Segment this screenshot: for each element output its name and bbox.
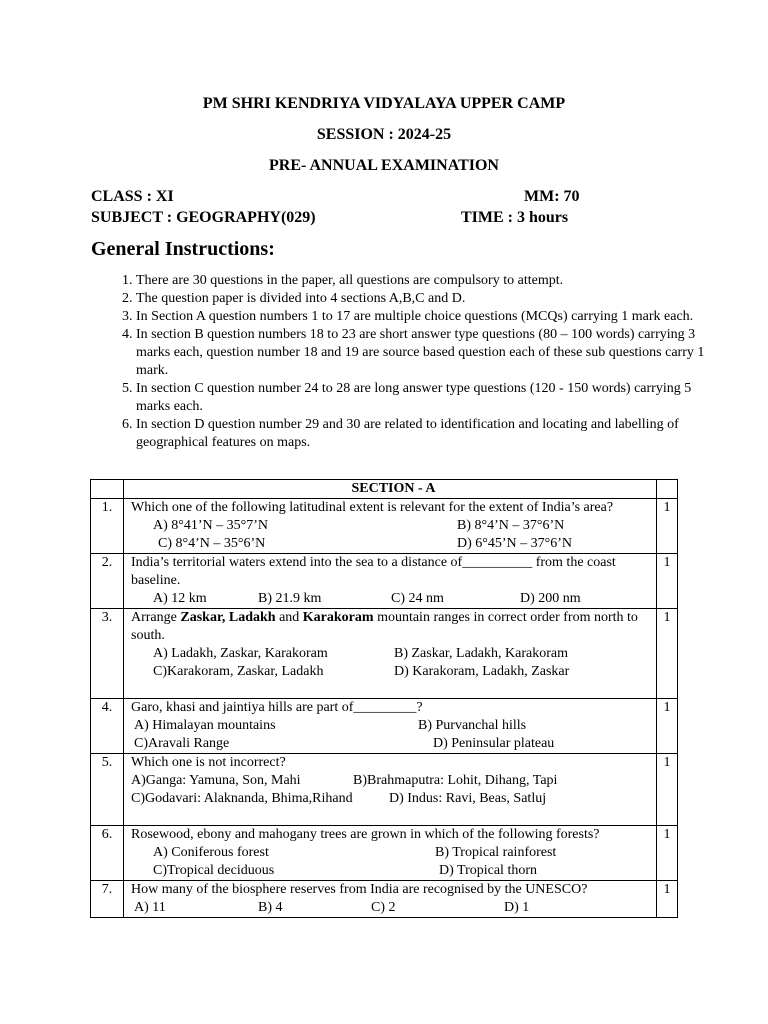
question-number: 7. [91,881,124,918]
option: D) 200 nm [520,591,581,606]
question-text: Rosewood, ebony and mahogany trees are grown in which of the following forests? [131,827,600,842]
question-text: India’s territorial waters extend into the sea to a distance of__________ from the coast baseline. [131,555,616,588]
table-row [91,826,678,881]
option: D) Karakoram, Ladakh, Zaskar [394,664,570,679]
question-marks: 1 [657,881,678,918]
option: A) 8°41’N – 35°7’N [153,518,269,533]
instructions-title: General Instructions: [91,238,275,260]
instruction-item: 3. In Section A question numbers 1 to 17 are multiple choice questions (MCQs) carrying 1 mark each. [136,308,726,326]
table-row [91,881,678,918]
option: B) 4 [258,900,283,915]
option: D) Peninsular plateau [433,736,555,751]
max-marks: MM: 70 [524,188,580,205]
questions-table [90,479,678,918]
section-heading: SECTION - A [351,481,436,496]
option: D) 6°45’N – 37°6’N [457,536,573,551]
question-text: Arrange Zaskar, Ladakh and Karakoram mountain ranges in correct order from north to south. [131,610,638,643]
option: A) 12 km [153,591,207,606]
question-text: Which one is not incorrect? [131,755,286,770]
table-row [91,699,678,754]
question-marks: 1 [657,609,678,699]
question-number: 1. [91,499,124,554]
option: A) Himalayan mountains [134,718,276,733]
option: B) Purvanchal hills [418,718,527,733]
instructions-list [91,272,726,452]
option: A) Ladakh, Zaskar, Karakoram [153,646,328,661]
option: C)Karakoram, Zaskar, Ladakh [153,664,324,679]
question-marks: 1 [657,826,678,881]
table-row [91,754,678,826]
option: B) 8°4’N – 37°6’N [457,518,565,533]
option: B) 21.9 km [258,591,322,606]
option: C) 2 [371,900,396,915]
option: D) 1 [504,900,530,915]
option: B) Zaskar, Ladakh, Karakoram [394,646,568,661]
subject-label: SUBJECT : GEOGRAPHY(029) [91,209,316,226]
option: C)Tropical deciduous [153,863,275,878]
option: B)Brahmaputra: Lohit, Dihang, Tapi [353,773,558,788]
table-row [91,499,678,554]
question-number: 4. [91,699,124,754]
instruction-item: 5. In section C question number 24 to 28 are long answer type questions (120 - 150 words) carrying 5 marks each. [136,380,726,416]
option: A)Ganga: Yamuna, Son, Mahi [131,773,301,788]
option: C) 24 nm [391,591,444,606]
table-row [91,609,678,699]
time-label: TIME : 3 hours [461,209,569,226]
class-label: CLASS : XI [91,188,174,205]
question-text: Garo, khasi and jaintiya hills are part of_________? [131,700,423,715]
question-number: 2. [91,554,124,609]
option: D) Indus: Ravi, Beas, Satluj [389,791,547,806]
question-marks: 1 [657,554,678,609]
option: C)Godavari: Alaknanda, Bhima,Rihand [131,791,353,806]
question-text: How many of the biosphere reserves from India are recognised by the UNESCO? [131,882,588,897]
table-row [91,554,678,609]
question-marks: 1 [657,499,678,554]
instruction-item: 4. In section B question numbers 18 to 23 are short answer type questions (80 – 100 words) carrying 3 marks each, question number 18 and 19 are source based question each of these sub questions carry 1 mark. [136,326,726,380]
question-number: 3. [91,609,124,699]
exam-title: PRE- ANNUAL EXAMINATION [269,157,499,174]
option: B) Tropical rainforest [435,845,557,860]
option: C)Aravali Range [134,736,230,751]
question-marks: 1 [657,754,678,826]
question-number: 5. [91,754,124,826]
question-text: Which one of the following latitudinal extent is relevant for the extent of India’s area? [131,500,614,515]
school-name: PM SHRI KENDRIYA VIDYALAYA UPPER CAMP [202,95,566,112]
instruction-item: 2. The question paper is divided into 4 sections A,B,C and D. [136,290,726,308]
instruction-item: 6. In section D question number 29 and 30 are related to identification and locating and labelling of geographical features on maps. [136,416,726,452]
question-marks: 1 [657,699,678,754]
question-number: 6. [91,826,124,881]
option: D) Tropical thorn [439,863,537,878]
option: A) Coniferous forest [153,845,269,860]
option: A) 11 [134,900,166,915]
instruction-item: 1. There are 30 questions in the paper, all questions are compulsory to attempt. [136,272,726,290]
option: C) 8°4’N – 35°6’N [158,536,266,551]
session: SESSION : 2024-25 [316,126,452,143]
